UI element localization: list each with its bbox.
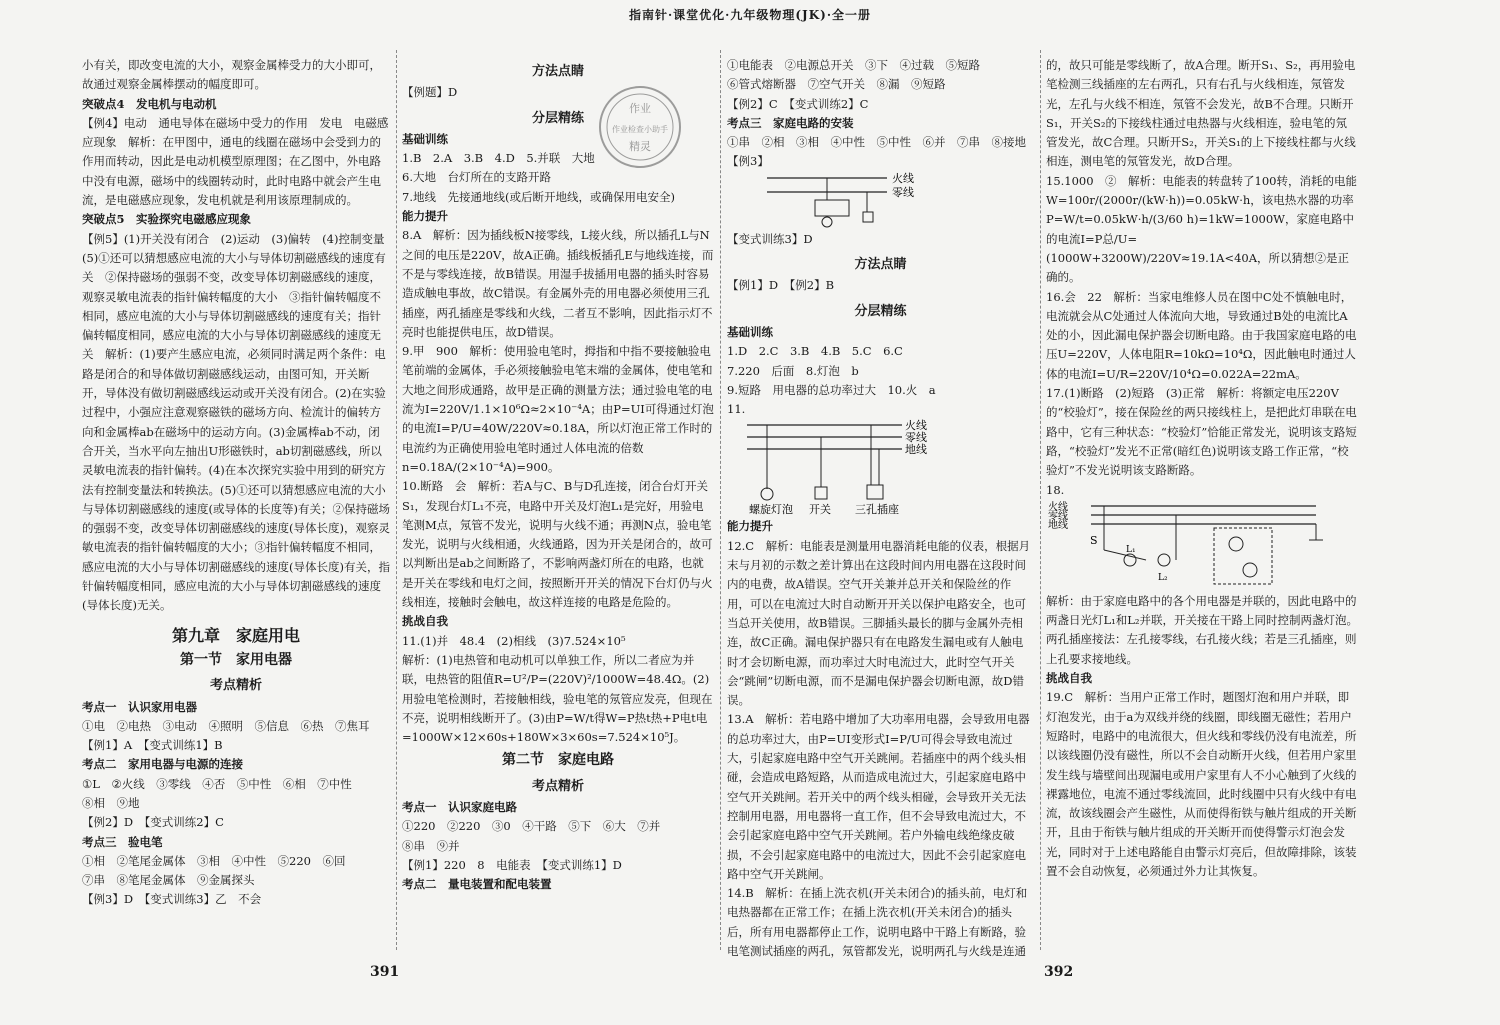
- para: 18.: [1046, 482, 1065, 497]
- para: ①电 ②电热 ③电动 ④照明 ⑤信息 ⑥热 ⑦焦耳: [82, 718, 370, 733]
- bulb-icon: [822, 217, 832, 227]
- para: ①电能表 ②电源总开关 ③下 ④过载 ⑤短路: [727, 58, 980, 72]
- para: 【例2】C 【变式训练2】C: [727, 96, 869, 111]
- para: 【例1】A 【变式训练1】B: [82, 738, 223, 753]
- caption-bulb: 螺旋灯泡: [749, 503, 793, 517]
- method-title: 方法点睛: [531, 64, 584, 79]
- section-title: 第一节 家用电器: [180, 651, 292, 668]
- socket-box: [1214, 528, 1272, 584]
- bulb-icon: [1158, 554, 1170, 566]
- column-3: [727, 56, 1034, 961]
- socket-icon: [863, 212, 873, 222]
- para: 【例3】D 【变式训练3】乙 不会: [82, 892, 262, 907]
- heading: 基础训练: [727, 324, 773, 339]
- para: 9.甲 900 解析：使用验电笔时，拇指和中指不要接触验电笔前端的金属体，手必须接触验电笔末端的金属体，使电笔和大地之间形成通路，故甲是正确的测量方法；通过验电笔的电流为I=220V/1.1×10⁶Ω≈2×10⁻⁴A；由P=UI可得通过灯泡的电流I=P/U=40W/220V≈0.18A，所以灯泡正常工作时的电流约为正确使用验电笔时通过人体电流的倍数n=0.18A/(2×10⁻⁴A)=900。: [402, 344, 714, 474]
- q11-circuit: [727, 419, 1027, 517]
- socket-icon: [1243, 563, 1257, 577]
- label-fire: 火线: [1048, 501, 1068, 513]
- para: ①相 ②笔尾金属体 ③相 ④中性 ⑤220 ⑥回: [82, 853, 346, 868]
- heading: 基础训练: [402, 131, 448, 146]
- para: 1.D 2.C 3.B 4.B 5.C 6.C: [727, 344, 903, 359]
- heading: 挑战自我: [402, 614, 448, 629]
- para: 解析：(1)电热管和电动机可以单独工作，所以二者应为并联，电热管的阻值R=U²/P=(220V)²/1000W=48.4Ω。(2)用验电笔检测时，若接触相线，验电笔的氖管应发亮，但现在不亮，说明相线断开了。(3)由P=W/t得W=P热t热+P电t电=1000W×12×60s+180W×3×60s=7.524×10⁵J。: [402, 652, 713, 745]
- para: 7.地线 先接通地线(或后断开地线，或确保用电安全): [402, 189, 675, 204]
- para: 【例2】D 【变式训练2】C: [82, 815, 224, 830]
- bulb-icon: [761, 488, 773, 500]
- para: 8.A 解析：因为插线板N接零线，L接火线，所以插孔L与N之间的电压是220V，故A正确。插线板插孔E与地线连接，而不是与零线连接，故B错误。用湿手拔插用电器的插头时容易造成触电事故，故C错误。有金属外壳的用电器必须使用三孔插座，两孔插座是零线和火线，二者互不影响，因此指示灯不亮时也能提供电压，故D错误。: [402, 228, 714, 339]
- para: 的，故只可能是零线断了，故A合理。断开S₁、S₂，再用验电笔检测三线插座的左右两孔，只有右孔与火线相连，氖管发光，左孔与火线不相连，氖管不会发光，故B不合理。只断开S₁，开关S₂的下接线柱通过电热器与火线相连，验电笔的氖管发光，故C合理。只断开S₂，开关S₁的上下接线柱都与火线相连，测电笔的氖管发光，故D合理。: [1046, 58, 1356, 169]
- stamp-icon: [590, 82, 690, 172]
- kaodian-title: 考点精析: [209, 678, 262, 694]
- para: 15.1000 ② 解析：电能表的转盘转了100转，消耗的电能W=100r/(2000r/(kW·h))=0.05kW·h，该电热水器的功率P=W/t=0.05kW·h/(3/60 h)=1kW=1000W，家庭电路中的电流I=P总/U=(1000W+3200W)/220V≈19.1A<40A，所以猜想②是正确的。: [1046, 173, 1358, 285]
- heading: 考点三 验电笔: [82, 834, 163, 849]
- method-title: 方法点睛: [854, 257, 907, 273]
- para: 11.(1)并 48.4 (2)相线 (3)7.524×10⁵: [402, 633, 626, 648]
- label-zero: 零线: [892, 185, 914, 199]
- column-divider: [1040, 50, 1041, 950]
- para: ①串 ②相 ③相 ④中性 ⑤中性 ⑥并 ⑦串 ⑧接地: [727, 135, 1026, 150]
- para: ①220 ②220 ③0 ④干路 ⑤下 ⑥大 ⑦并: [402, 819, 661, 834]
- para: ⑧串 ⑨并: [402, 838, 460, 853]
- switch-icon: [815, 487, 827, 499]
- para: 19.C 解析：当用户正常工作时，题图灯泡和用户并联，即灯泡发光，由于a为双线并绕的线圈，即线圈无磁性；若用户短路时，电路中的电流很大，但火线和零线仍没有电流差，所以该线圈仍没有磁性，所以不会自动断开火线，但若用户家里发生线与墙壁间出现漏电或用户家里有人不小心触到了火线的裸露地位，电流不通过零线流回，此时线圈中只有火线中有电流，故该线圈会产生磁性，从而使得衔铁与触片组成的开关断开，且由于衔铁与触片组成的开关断开而使得警示灯泡会发光，同时对于上述电路能自由警示灯亮后，但故障排除，该装置不会自动恢复，必须通过外力让其恢复。: [1046, 690, 1357, 878]
- stamp-top: 作业: [629, 102, 651, 115]
- para: 【变式训练3】D: [727, 231, 813, 246]
- column-1: [82, 56, 396, 961]
- stamp-bottom: 精灵: [629, 140, 651, 153]
- homework-stamp: [590, 82, 690, 172]
- para: ⑦串 ⑧笔尾金属体 ⑨金属探头: [82, 873, 255, 888]
- para: 13.A 解析：若电路中增加了大功率用电器，会导致用电器的总功率过大，由P=UI变形式I=P/U可得会导致电流过大，引起家庭电路中空气开关跳闸。若插座中的两个线头相碰，会造成电路短路，从而造成电流过大，引起家庭电路中空气开关跳闸。若开关中的两个线头相碰，会导致开关无法控制用电器，用电器将一直工作，但不会导致电流过大，不会引起家庭电路中空气开关跳闸。若户外输电线绝缘皮破损，不会引起家庭电路中的电流过大，因此不会引起家庭电路中空气开关跳闸。: [727, 712, 1030, 881]
- page-number-right: 392: [1044, 964, 1074, 980]
- socket-icon: [1229, 537, 1243, 551]
- para: 16.会 22 解析：当家电维修人员在图中C处不慎触电时，电流就会从C处通过人体流向大地，导致通过B处的电流比A处的小，因此漏电保护器会切断电路。由于我国家庭电路的电压U=220V，人体电阻R=10kΩ=10⁴Ω，因此触电时通过人体的电流I=U/R=220V/10⁴Ω=0.022A=22mA。: [1046, 289, 1357, 381]
- para: ⑧相 ⑨地: [82, 795, 140, 810]
- heading: 能力提升: [402, 209, 448, 224]
- heading: 挑战自我: [1046, 671, 1092, 686]
- page-header: 指南针·课堂优化·九年级物理(JK)·全一册: [629, 8, 871, 22]
- para: 解析：由于家庭电路中的各个用电器是并联的，因此电路中的两盏日光灯L₁和L₂并联，开关接在干路上同时控制两盏灯泡。两孔插座接法：左孔接零线，右孔接火线；若是三孔插座，则上孔要求接地线。: [1046, 593, 1358, 666]
- para: 【例1】220 8 电能表 【变式训练1】D: [402, 857, 622, 872]
- para: ①L ②火线 ③零线 ④否 ⑤中性 ⑥相 ⑦中性: [82, 776, 352, 791]
- heading: 突破点5 实验探究电磁感应现象: [82, 212, 251, 227]
- para: 7.220 后面 8.灯泡 b: [727, 363, 859, 378]
- heading: 突破点4 发电机与电动机: [82, 96, 217, 111]
- para: 【例3】: [727, 154, 769, 169]
- heading: 考点二 家用电器与电源的连接: [82, 757, 243, 772]
- heading: 考点一 认识家用电器: [82, 699, 197, 714]
- label-ground: 地线: [1048, 519, 1068, 531]
- layer-title: 分层精练: [531, 110, 584, 126]
- heading: 考点一 认识家庭电路: [402, 799, 517, 814]
- para: 11.: [727, 402, 746, 417]
- column-divider: [720, 50, 721, 950]
- column-4: [1046, 56, 1358, 961]
- column-divider: [396, 50, 397, 950]
- para: 14.B 解析：在插上洗衣机(开关未闭合)的插头前，电灯和电热器都在正常工作；在插上洗衣机(开关未闭合)的插头后，所有用电器都停止工作，说明电路中干路上有断路，验电笔测试插座的两孔，氖管都发光，说明两孔与火线是连通: [727, 886, 1028, 958]
- label-zero: 零线: [1048, 510, 1068, 522]
- heading: 考点三 家庭电路的安装: [727, 115, 854, 130]
- label-ground: 地线: [905, 443, 927, 457]
- stamp-middle: 作业检查小助手: [612, 125, 668, 134]
- page-number-left: 391: [370, 964, 400, 980]
- kaodian-title: 考点精析: [531, 778, 584, 794]
- heading: 考点二 量电装置和配电装置: [402, 877, 552, 892]
- para: 10.断路 会 解析：若A与C、B与D孔连接，闭合台灯开关S₁，发现台灯L₁不亮，电路中开关及灯泡L₁是完好，用验电笔测M点，氖管不发光，说明与火线不通；再测N点，验电笔发光，说明与火线相通，火线通路，因为开关是闭合的，故可以判断出是ab之间断路了，不影响两盏灯所在的电路，也就是开关在零线和电灯之间，按照断开开关的情况下台灯仍与火线相连，接触时会触电，故这样连接的电路是危险的。: [402, 479, 713, 610]
- para: 9.短路 用电器的总功率过大 10.火 a: [727, 382, 936, 397]
- label-fire: 火线: [892, 171, 914, 185]
- para: 小有关，即改变电流的大小，观察金属棒受力的大小即可，故通过观察金属棒摆动的幅度即可。: [82, 58, 381, 92]
- para: 1.B 2.A 3.B 4.D 5.并联 大地: [402, 151, 595, 166]
- socket-icon: [867, 485, 883, 499]
- example3-circuit: [727, 172, 1027, 230]
- para: 6.大地 台灯所在的支路开路: [402, 170, 551, 185]
- label-zero: 零线: [905, 431, 927, 445]
- heading: 能力提升: [727, 519, 773, 534]
- section-title: 第二节 家庭电路: [502, 752, 614, 769]
- q18-circuit: [1046, 500, 1346, 592]
- para: ⑥管式熔断器 ⑦空气开关 ⑧漏 ⑨短路: [727, 77, 946, 92]
- para: 12.C 解析：电能表是测量用电器消耗电能的仪表，根据月末与月初的示数之差计算出在这段时间内用电器在这段时间内的电费，故A错误。空气开关兼并总开关和保险丝的作用，可以在电流过大时自动断开开关以保护电路安全，也可当总开关使用，故B错误。三脚插头最长的脚与金属外壳相连，故C正确。漏电保护器只有在电路发生漏电或有人触电时才会切断电源，而功率过大时电流过大，此时空气开关会“跳闸”切断电源，而不是漏电保护器会切断电源，故D错误。: [727, 538, 1031, 708]
- para: 17.(1)断路 (2)短路 (3)正常 解析：将额定电压220V的“校验灯”，接在保险丝的两只接线柱上，是把此灯串联在电路中，它有三种状态：“校验灯”恰能正常发光，说明该支路短路，“校验灯”发光不正常(暗红色)说明该支路工作正常，“校验灯”不发光说明该支路断路。: [1046, 386, 1357, 478]
- para: 【例4】电动 通电导体在磁场中受力的作用 发电 电磁感应现象 解析：在甲图中，通电的线圈在磁场中会受到力的作用而转动，因此是电动机模型原理图；在乙图中，外电路中没有电源，磁场中的线圈转动时，此时电路中就会产生电流，是电磁感应现象，发电机就是利用该原理制成的。: [82, 115, 389, 208]
- label-s: S: [1090, 533, 1098, 547]
- para: 【例5】(1)开关没有闭合 (2)运动 (3)偏转 (4)控制变量 (5)①还可以猜想感应电流的大小与导体切割磁感线的速度有关 ②保持磁场的强弱不变，改变导体切割磁感线的速度，观察灵敏电流表的指针偏转幅度的大小 ③指针偏转幅度不相同，感应电流的大小与导体切割磁感线的速度有关；指针偏转幅度相同，感应电流的大小与导体切割磁感线的速度无关 解析：(1)要产生感应电流，必须同时满足两个条件：电路是闭合的和导体做切割磁感线运动，由图可知，开关断开，导体没有做切割磁感线运动或开关没有闭合。(2)在实验过程中，小强应注意观察磁铁的磁场方向、检流计的偏转方向和金属棒ab在磁场中的运动方向。(3)金属棒ab不动，闭合开关，当水平向左抽出U形磁铁时，ab切割磁感线，所以灵敏电流表的指针偏转。(4)在本次探究实验中用到的研究方法有控制变量法和转换法。(5)①还可以猜想感应电流的大小与导体切割磁感线的速度(或导体的长度等)有关；②保持磁场的强弱不变，改变导体切割磁感线的速度(导体长度)，观察灵敏电流表的指针偏转幅度的大小；③指针偏转幅度不相同，感应电流的大小与导体切割磁感线的速度(导体长度)有关，指针偏转幅度相同，感应电流的大小与导体切割磁感线的速度(导体长度)无关。: [82, 231, 396, 613]
- label-l1: L₁: [1126, 544, 1136, 555]
- para: 【例1】D 【例2】B: [727, 278, 835, 293]
- column-2: [402, 56, 714, 961]
- para: 【例题】D: [402, 85, 458, 100]
- caption-socket: 三孔插座: [855, 503, 899, 517]
- label-l2: L₂: [1158, 572, 1168, 583]
- chapter-title: 第九章 家庭用电: [171, 625, 300, 645]
- layer-title: 分层精练: [854, 303, 907, 319]
- caption-switch: 开关: [809, 503, 831, 517]
- label-fire: 火线: [905, 419, 927, 433]
